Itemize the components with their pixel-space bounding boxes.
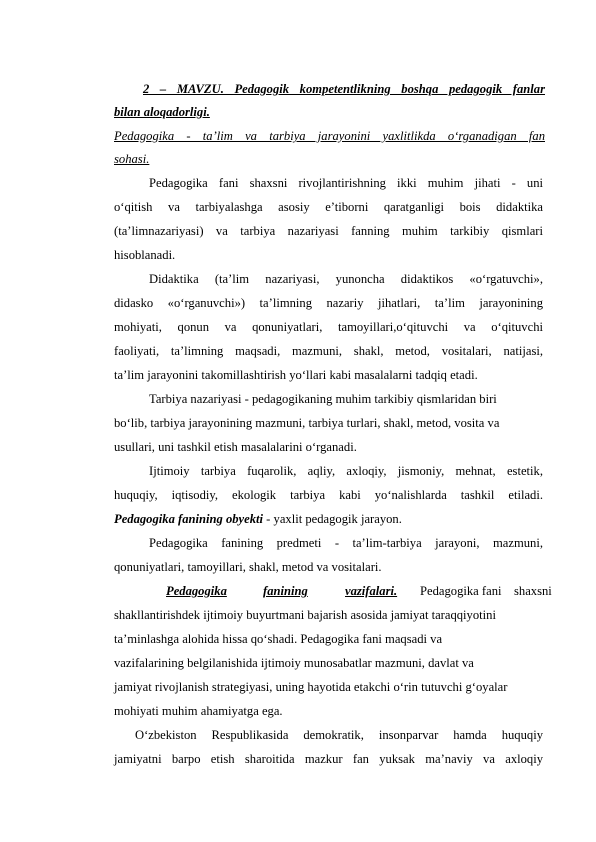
subheading-line-1: Pedagogika - ta’lim va tarbiya jarayonini yaxlitlikda o‘rganadigan fan: [114, 129, 545, 143]
paragraph-2-line-3: mohiyati, qonun va qonuniyatlari, tamoyillari,o‘qituvchi va o‘qituvchi: [114, 320, 543, 334]
tasks-line-5: jamiyat rivojlanish strategiyasi, uning hayotida etakchi o‘rin tutuvchi g‘oyalar: [114, 680, 508, 694]
paragraph-2-line-2: didasko «o‘rganuvchi») ta’limning nazariy jihatlari, ta’lim jarayonining: [114, 296, 543, 310]
tasks-text-word-5: shaxsni: [514, 584, 552, 598]
object-term: Pedagogika fanining obyekti: [114, 512, 264, 526]
paragraph-5-line-2: qonuniyatlari, tamoyillari, shakl, metod va vositalari.: [114, 560, 382, 574]
paragraph-5-line-1: Pedagogika fanining predmeti - ta’lim-tarbiya jarayoni, mazmuni,: [149, 536, 543, 550]
paragraph-2-line-4: faoliyati, ta’limning maqsadi, mazmuni, shakl, metod, vositalari, natijasi,: [114, 344, 543, 358]
paragraph-2-line-5: ta’lim jarayonini takomillashtirish yo‘llari kabi masalalarni tadqiq etadi.: [114, 368, 478, 382]
topic-heading-line-2: bilan aloqadorligi.: [114, 105, 210, 119]
topic-heading-line-1: 2 – MAVZU. Pedagogik kompetentlikning boshqa pedagogik fanlar: [143, 82, 545, 96]
paragraph-3-line-3: usullari, uni tashkil etish masalalarini o‘rganadi.: [114, 440, 357, 454]
tasks-term-word-3: vazifalari.: [345, 584, 398, 598]
tasks-term-word-2: fanining: [263, 584, 308, 598]
subheading-line-2: sohasi.: [114, 152, 150, 166]
tasks-text-word-4: Pedagogika fani: [420, 584, 502, 598]
paragraph-6-line-2: jamiyatni barpo etish sharoitida mazkur fan yuksak ma’naviy va axloqiy: [114, 752, 543, 766]
tasks-line-2: shakllantirishdek ijtimoiy buyurtmani bajarish asosida jamiyat taraqqiyotini: [114, 608, 496, 622]
object-description: - yaxlit pedagogik jarayon.: [263, 512, 402, 526]
paragraph-3-line-2: bo‘lib, tarbiya jarayonining mazmuni, tarbiya turlari, shakl, metod, vosita va: [114, 416, 500, 430]
paragraph-4-line-2: huquqiy, iqtisodiy, ekologik tarbiya kabi yo‘nalishlarda tashkil etiladi.: [114, 488, 543, 502]
tasks-line-4: vazifalarining belgilanishida ijtimoiy munosabatlar mazmuni, davlat va: [114, 656, 474, 670]
paragraph-1-line-4: hisoblanadi.: [114, 248, 176, 262]
tasks-line-6: mohiyati muhim ahamiyatga ega.: [114, 704, 283, 718]
paragraph-4-line-1: Ijtimoiy tarbiya fuqarolik, aqliy, axloqiy, jismoniy, mehnat, estetik,: [149, 464, 543, 478]
tasks-line-3: ta’minlashga alohida hissa qo‘shadi. Pedagogika fani maqsadi va: [114, 632, 443, 646]
paragraph-1-line-2: o‘qitish va tarbiyalashga asosiy e’tiborni qaratganligi bois didaktika: [114, 200, 543, 214]
paragraph-3-line-1: Tarbiya nazariyasi - pedagogikaning muhim tarkibiy qismlaridan biri: [149, 392, 497, 406]
paragraph-2-line-1: Didaktika (ta’lim nazariyasi, yunoncha didaktikos «o‘rgatuvchi»,: [149, 272, 543, 286]
paragraph-1-line-1: Pedagogika fani shaxsni rivojlantirishning ikki muhim jihati - uni: [149, 176, 543, 190]
paragraph-1-line-3: (ta’limnazariyasi) va tarbiya nazariyasi fanning muhim tarkibiy qismlari: [114, 224, 543, 238]
tasks-term-word-1: Pedagogika: [166, 584, 227, 598]
paragraph-6-line-1: O‘zbekiston Respublikasida demokratik, insonparvar hamda huquqiy: [135, 728, 543, 742]
object-definition: [114, 511, 402, 527]
